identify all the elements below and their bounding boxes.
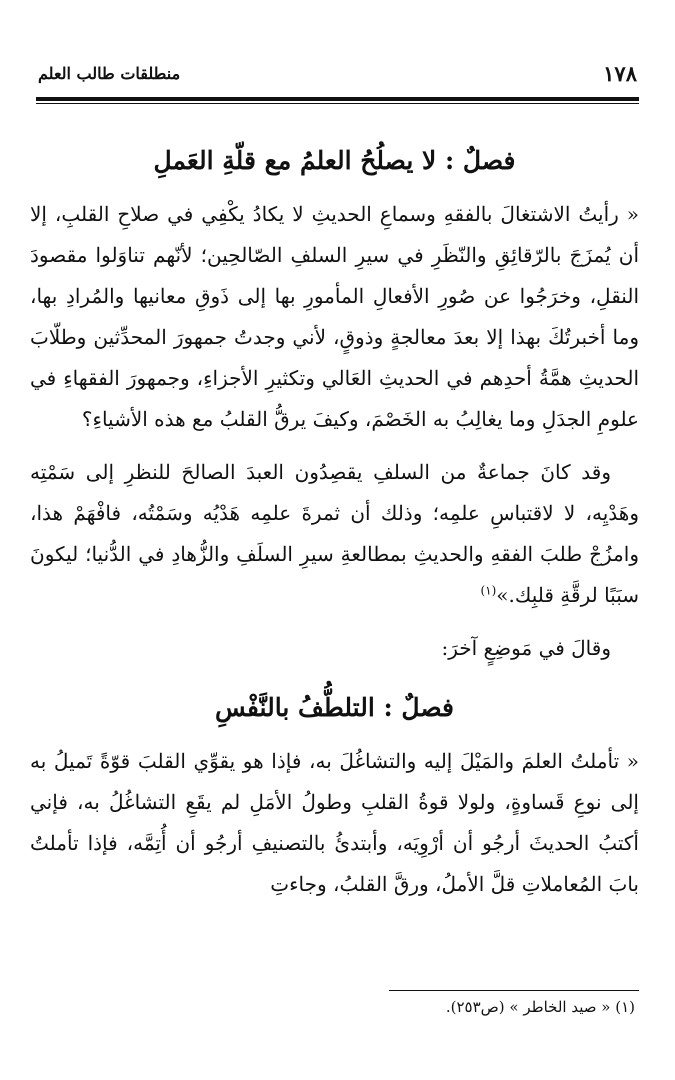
section-heading: فصلٌ : التلطُّفُ بالنَّفْسِ [215, 693, 454, 722]
header-rule-thin [36, 103, 639, 104]
page-number: ١٧٨ [603, 60, 637, 86]
paragraph-text: وقد كانَ جماعةٌ من السلفِ يقصِدُون العبدَ الصالحَ للنظرِ إلى سَمْتِه وهَدْيِه، لا لاقتباسِ علمِه؛ وذلك أن ثمرةَ علمِه هَدْيُه وسَمْتُه، فافْهَمْ هذا، وامزُجْ طلبَ الفقهِ والحديثِ بمطالعةِ سيرِ السلَفِ والزُّهادِ في الدُّنيا؛ ليكونَ سبَبًا لرقَّةِ قلبِك.» [30, 460, 640, 607]
paragraph [30, 452, 639, 616]
section-intro: وقالَ في مَوضِعٍ آخرَ: [441, 636, 611, 660]
footnote-rule [389, 990, 639, 991]
running-title: منطلقات طالب العلم [38, 63, 181, 83]
paragraph: « تأملتُ العلمَ والمَيْلَ إليه والتشاغُلَ به، فإذا هو يقوِّي القلبَ قوّةً تَميلُ به إلى نوعِ قَساوةٍ، ولولا قوةُ القلبِ وطولُ الأمَلِ لم يقَعِ التشاغُلُ به، فإني أكتبُ الحديثَ أرجُو أن أرْوِيَه، وأبتدئُ بالتصنيفِ أرجُو أن أُتِمَّه، فإذا تأملتُ بابَ المُعاملاتِ قلَّ الأملُ، ورقَّ القلبُ، وجاءتِ [30, 749, 639, 896]
footnote-reference: (١) [480, 583, 497, 598]
main-text [30, 138, 639, 905]
footnote-number: (١) [615, 998, 635, 1016]
footnote [40, 994, 635, 1020]
footnote-text: « صيد الخاطر » (ص٢٥٣). [445, 998, 611, 1016]
header-rule-thick [36, 97, 639, 101]
section-heading: فصلٌ : لا يصلُحُ العلمُ مع قلّةِ العَملِ [153, 146, 516, 175]
page-header [38, 58, 637, 88]
paragraph: « رأيتُ الاشتغالَ بالفقهِ وسماعِ الحديثِ لا يكادُ يكْفِي في صلاحِ القلبِ، إلا أن يُمزَجَ بالرّقائِقِ والنّظَرِ في سيرِ السلفِ الصّالحِين؛ لأنّهم تناوَلوا مقصودَ النقلِ، وخرَجُوا عن صُورِ الأفعالِ المأمورِ بها إلى ذَوقِ معانيها والمُرادِ بها، وما أخبرتُكَ بهذا إلا بعدَ معالجةٍ وذوقٍ، لأني وجدتُ جمهورَ المحدِّثين وطلّابَ الحديثِ همَّةُ أحدِهم في الحديثِ العَالي وتكثيرِ الأجزاءِ، وجمهورَ الفقهاءِ في علومِ الجدَلِ وما يغالِبُ به الخَصْمَ، وكيفَ يرقُّ القلبُ مع هذه الأشياءِ؟ [30, 202, 639, 431]
